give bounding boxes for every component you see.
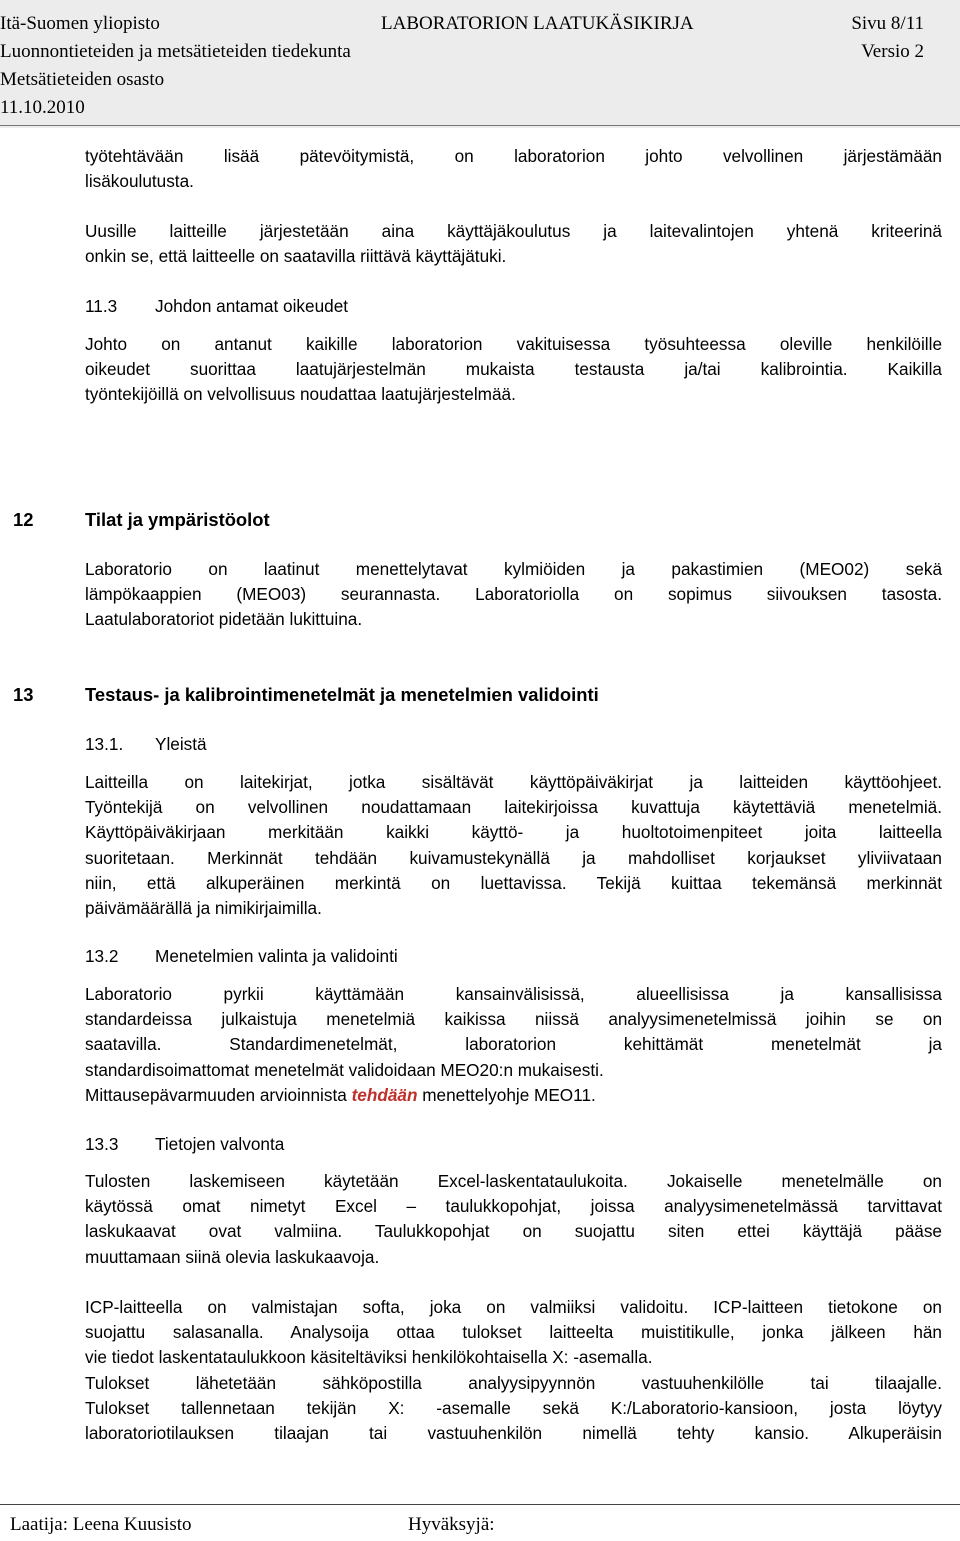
subsection-heading-13-3 <box>85 1132 284 1157</box>
section-number: 12 <box>13 509 34 530</box>
text-line: Tulosten laskemiseen käytetään Excel-laskentataulukoita. Jokaiselle menetelmälle on <box>85 1171 942 1191</box>
paragraph-training <box>85 144 942 194</box>
manual-title: LABORATORION LAATUKÄSIKIRJA <box>381 13 694 34</box>
text-fragment: Mittausepävarmuuden arvioinnista <box>85 1084 352 1105</box>
text-line: lämpökaappien (MEO03) seurannasta. Laboratoriolla on sopimus siivouksen tasosta. <box>85 584 942 605</box>
section-number: 13.1. <box>85 734 124 754</box>
paragraph-icp-data <box>85 1295 942 1446</box>
text-fragment: menettelyohje MEO11. <box>417 1084 596 1105</box>
section-number: 13 <box>13 684 34 705</box>
section-title: Yleistä <box>155 734 207 754</box>
header-divider <box>0 125 960 126</box>
paragraph-device-training <box>85 219 942 269</box>
text-line: niin, että alkuperäinen merkintä on luettavissa. Tekijä kuittaa tekemänsä merkinnät <box>85 872 942 893</box>
paragraph-excel-sheets <box>85 1169 942 1270</box>
paragraph-management-rights <box>85 332 942 408</box>
text-line: laskukaavat ovat valmiina. Taulukkopohjat on suojattu siten ettei käyttäjä pääse <box>85 1221 942 1242</box>
text-line: lisäkoulutusta. <box>85 171 194 192</box>
section-title: Menetelmien valinta ja validointi <box>155 946 398 966</box>
text-line: Uusille laitteille järjestetään aina käyttäjäkoulutus ja laitevalintojen yhtenä kriteerinä <box>85 221 942 241</box>
section-title: Johdon antamat oikeudet <box>155 296 349 316</box>
text-line: Käyttöpäiväkirjaan merkitään kaikki käyttö- ja huoltotoimenpiteet joita laitteella <box>85 822 942 843</box>
text-line: työntekijöillä on velvollisuus noudattaa laatujärjestelmää. <box>85 384 516 405</box>
text-line: ICP-laitteella on valmistajan softa, joka on valmiiksi validoitu. ICP-laitteen tietokone on <box>85 1297 942 1317</box>
text-line: Tulokset lähetetään sähköpostilla analyysipyynnön vastuuhenkilölle tai tilaajalle. <box>85 1372 942 1393</box>
text-line: työtehtävään lisää pätevöitymistä, on laboratorion johto velvollinen järjestämään <box>85 146 942 166</box>
paragraph-device-logs <box>85 770 942 921</box>
paragraph-method-selection <box>85 982 942 1108</box>
text-line: standardisoimattomat menetelmät validoidaan MEO20:n mukaisesti. <box>85 1059 604 1080</box>
section-title: Tilat ja ympäristöolot <box>85 509 270 530</box>
section-number: 13.3 <box>85 1134 119 1154</box>
section-title: Tietojen valvonta <box>155 1134 285 1154</box>
highlighted-word: tehdään <box>351 1084 418 1105</box>
text-line: laboratoriotilauksen tilaajan tai vastuuhenkilön nimellä tehty kansio. Alkuperäisin <box>85 1423 942 1444</box>
text-line: Laboratorio on laatinut menettelytavat kylmiöiden ja pakastimien (MEO02) sekä <box>85 559 942 579</box>
text-line: Laatulaboratoriot pidetään lukittuina. <box>85 609 363 630</box>
text-line: onkin se, että laitteelle on saatavilla riittävä käyttäjätuki. <box>85 246 507 267</box>
subsection-heading-13-1 <box>85 732 207 757</box>
section-title: Testaus- ja kalibrointimenetelmät ja menetelmien validointi <box>85 684 599 705</box>
department-name: Metsätieteiden osasto <box>0 69 165 90</box>
text-line: vie tiedot laskentataulukkoon käsiteltäviksi henkilökohtaisella X: -asemalla. <box>85 1347 653 1368</box>
footer-divider <box>0 1504 960 1505</box>
section-heading-13 <box>13 682 599 708</box>
text-line: Työntekijä on velvollinen noudattamaan laitekirjoissa kuvattuja käytettäviä menetelmiä. <box>85 797 942 818</box>
text-line: Tulokset tallennetaan tekijän X: -asemalle sekä K:/Laboratorio-kansioon, josta löytyy <box>85 1397 942 1418</box>
page-header <box>0 0 960 128</box>
document-date: 11.10.2010 <box>0 97 85 118</box>
version-label: Versio 2 <box>861 41 924 62</box>
section-heading-12 <box>13 507 270 533</box>
page-footer <box>0 1511 960 1541</box>
text-line: saatavilla. Standardimenetelmät, laboratorion kehittämät menetelmät ja <box>85 1034 942 1055</box>
text-line: Johto on antanut kaikille laboratorion vakituisessa työsuhteessa oleville henkilöille <box>85 334 942 354</box>
faculty-name: Luonnontieteiden ja metsätieteiden tiedekunta <box>0 41 351 62</box>
text-line: suoritetaan. Merkinnät tehdään kuivamustekynällä ja mahdolliset korjaukset yliviivataan <box>85 847 942 868</box>
text-line: oikeudet suorittaa laatujärjestelmän mukaista testausta ja/tai kalibrointia. Kaikilla <box>85 359 942 380</box>
text-line: Laitteilla on laitekirjat, jotka sisältävät käyttöpäiväkirjat ja laitteiden käyttöohjeet. <box>85 772 942 792</box>
text-line: Laboratorio pyrkii käyttämään kansainvälisissä, alueellisissa ja kansallisissa <box>85 984 942 1004</box>
text-line: päivämäärällä ja nimikirjaimilla. <box>85 898 322 919</box>
approver-label: Hyväksyjä: <box>408 1514 495 1535</box>
university-name: Itä-Suomen yliopisto <box>0 13 160 34</box>
paragraph-facilities <box>85 557 942 633</box>
page-number: Sivu 8/11 <box>851 13 924 34</box>
author-label: Laatija: Leena Kuusisto <box>10 1514 192 1535</box>
text-line-uncertainty <box>85 1083 942 1108</box>
text-line: käytössä omat nimetyt Excel – taulukkopohjat, joissa analyysimenetelmässä tarvittavat <box>85 1196 942 1217</box>
text-line: suojattu salasanalla. Analysoija ottaa tulokset laitteelta muistitikulle, jonka jälkeen hän <box>85 1322 942 1343</box>
section-number: 13.2 <box>85 946 119 966</box>
subsection-heading-11-3 <box>85 294 348 319</box>
section-number: 11.3 <box>85 296 118 316</box>
subsection-heading-13-2 <box>85 944 398 969</box>
text-line: standardeissa julkaistuja menetelmiä kaikissa niissä analyysimenetelmissä joihin se on <box>85 1009 942 1030</box>
text-line: muuttamaan siinä olevia laskukaavoja. <box>85 1246 380 1267</box>
